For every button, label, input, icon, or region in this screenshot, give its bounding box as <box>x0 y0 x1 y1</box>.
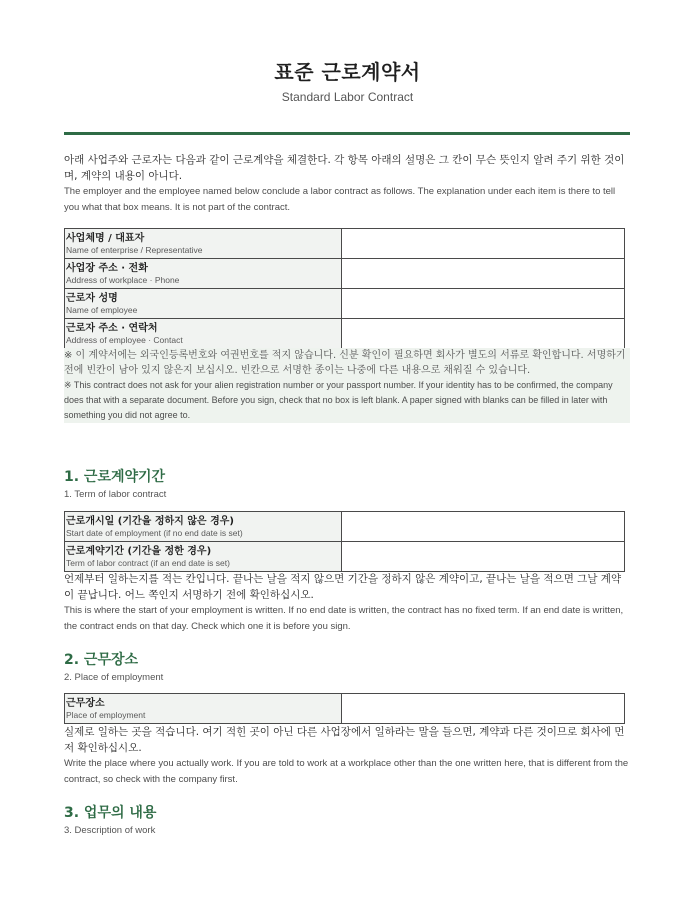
explanation-english: This is where the start of your employment is written. If no end date is written, the contract has no fixed term. If an end date is written, the contract ends on that day. Check which one it is before you sign. <box>64 605 624 632</box>
parties-note <box>64 348 630 423</box>
intro-korean: 아래 사업주와 근로자는 다음과 같이 근로계약을 체결한다. 각 항목 아래의 설명은 그 칸이 무슨 뜻인지 알려 주기 위한 것이며, 계약의 내용이 아니다. <box>64 154 625 182</box>
section-3-title: 3. 업무의 내용 <box>64 805 157 821</box>
field-label <box>65 229 342 259</box>
document-subtitle: Standard Labor Contract <box>281 90 414 104</box>
label-english: Address of employee · Contact <box>66 334 183 345</box>
employee-address-field[interactable] <box>342 319 625 349</box>
explanation-english: Write the place where you actually work. If you are told to work at a workplace other than the one written here, that is different from the contract, so check with the company first. <box>64 758 629 785</box>
place-table <box>64 693 625 724</box>
explanation-korean: 실제로 일하는 곳을 적습니다. 여기 적힌 곳이 아닌 다른 사업장에서 일하라는 말을 들으면, 계약과 다른 것이므로 회사에 먼저 확인하십시오. <box>64 726 625 754</box>
section-3-subtitle: 3. Description of work <box>64 825 156 836</box>
section-2-subtitle: 2. Place of employment <box>64 672 164 683</box>
field-label <box>65 512 342 542</box>
label-korean: 근로계약기간 (기간을 정한 경우) <box>66 545 212 557</box>
enterprise-name-field[interactable] <box>342 229 625 259</box>
label-korean: 근로자 성명 <box>66 292 118 304</box>
note-english: ※ This contract does not ask for your alien registration number or your passport number. If your identity has to be confirmed, the company does that with a separate document. Before you sign, check that no box is left blank. A paper signed with blanks can be filled in later with something you did not agree to. <box>64 380 613 420</box>
table-row <box>65 512 625 542</box>
note-korean: ※ 이 계약서에는 외국인등록번호와 여권번호를 적지 않습니다. 신분 확인이 필요하면 회사가 별도의 서류로 확인합니다. 서명하기 전에 빈칸이 남아 있지 않은지 보십시오. 빈칸으로 서명한 종이는 나중에 다른 내용으로 채워질 수 있습니다. <box>64 350 626 376</box>
section-1-explanation <box>64 571 630 635</box>
intro-paragraph <box>64 152 630 216</box>
field-label <box>65 319 342 349</box>
employee-name-field[interactable] <box>342 289 625 319</box>
label-english: Place of employment <box>66 709 146 720</box>
table-row <box>65 229 625 259</box>
term-table <box>64 511 625 572</box>
table-row <box>65 542 625 572</box>
field-label <box>65 694 342 724</box>
label-english: Name of employee <box>66 304 138 315</box>
field-label <box>65 289 342 319</box>
label-english: Start date of employment (if no end date is set) <box>66 527 243 538</box>
section-2-explanation <box>64 724 630 788</box>
label-korean: 근로개시일 (기간을 정하지 않은 경우) <box>66 515 234 527</box>
field-label <box>65 259 342 289</box>
section-1-title: 1. 근로계약기간 <box>64 469 166 485</box>
contract-term-field[interactable] <box>342 542 625 572</box>
intro-english: The employer and the employee named below conclude a labor contract as follows. The explanation under each item is there to tell you what that box means. It is not part of the contract. <box>64 186 616 213</box>
label-korean: 근무장소 <box>66 697 105 709</box>
parties-table <box>64 228 625 349</box>
table-row <box>65 694 625 724</box>
label-korean: 사업체명 / 대표자 <box>66 232 145 244</box>
explanation-korean: 언제부터 일하는지를 적는 칸입니다. 끝나는 날을 적지 않으면 기간을 정하지 않은 계약이고, 끝나는 날을 적으면 그날 계약이 끝납니다. 어느 쪽인지 서명하기 전에 확인하십시오. <box>64 573 622 601</box>
title-divider <box>64 132 630 135</box>
workplace-address-field[interactable] <box>342 259 625 289</box>
workplace-field[interactable] <box>342 694 625 724</box>
field-label <box>65 542 342 572</box>
start-date-field[interactable] <box>342 512 625 542</box>
section-2-title: 2. 근무장소 <box>64 652 139 668</box>
label-korean: 사업장 주소 · 전화 <box>66 262 148 274</box>
label-korean: 근로자 주소 · 연락처 <box>66 322 158 334</box>
section-1-subtitle: 1. Term of labor contract <box>64 489 167 500</box>
table-row <box>65 319 625 349</box>
document-title: 표준 근로계약서 <box>274 60 421 84</box>
table-row <box>65 259 625 289</box>
table-row <box>65 289 625 319</box>
label-english: Name of enterprise / Representative <box>66 244 203 255</box>
label-english: Address of workplace · Phone <box>66 274 180 285</box>
label-english: Term of labor contract (if an end date is set) <box>66 557 230 568</box>
